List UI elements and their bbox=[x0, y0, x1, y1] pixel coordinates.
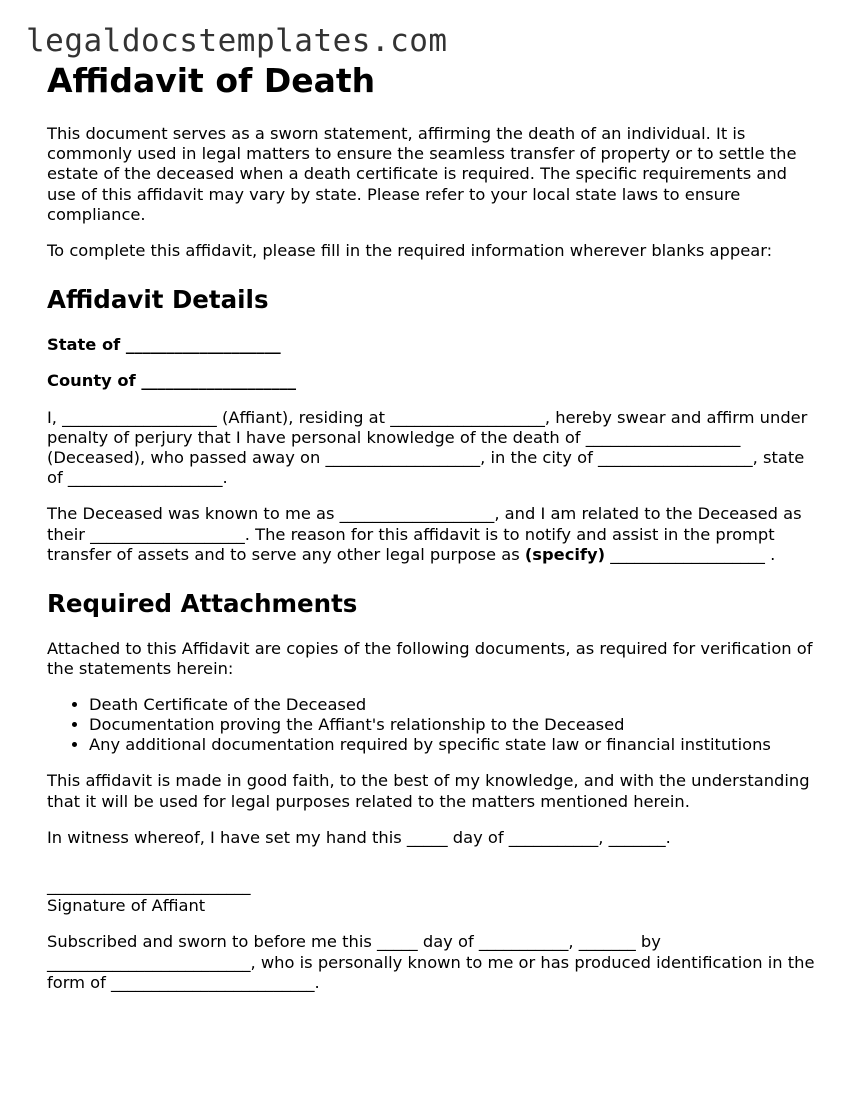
state-line: State of ___________________ bbox=[47, 335, 281, 355]
attachments-list bbox=[47, 695, 817, 755]
specify-label: (specify) bbox=[524, 544, 606, 564]
list-item: • Death Certificate of the Deceased bbox=[89, 695, 817, 715]
county-line: County of ___________________ bbox=[47, 371, 296, 391]
document-title: Affidavit of Death bbox=[47, 61, 376, 100]
list-item: • Any additional documentation required by specific state law or financial institutions bbox=[89, 735, 817, 755]
known-as-text: The Deceased was known to me as ___________________, and I am related to the Deceased as their ___________________. The reason for this affidavit is to notify and assist in the prompt transfer of assets and to serve any other legal purpose as bbox=[47, 504, 802, 564]
signature-line: _________________________ bbox=[47, 876, 251, 896]
details-heading: Affidavit Details bbox=[47, 285, 269, 315]
affirmation-paragraph: I, ___________________ (Affiant), residing at ___________________, hereby swear and affirm under penalty of perjury that I have personal knowledge of the death of ___________________ (Deceased), who passed away on ___________________, in the city of ___________________, state of ___________________. bbox=[47, 407, 808, 488]
sworn-paragraph: Subscribed and sworn to before me this _____ day of ___________, _______ by _________________________, who is personally known to me or has produced identification in the form of _________________________. bbox=[47, 932, 815, 992]
signature-label: Signature of Affiant bbox=[47, 896, 206, 916]
known-as-paragraph bbox=[47, 504, 817, 565]
intro-paragraph: This document serves as a sworn statement, affirming the death of an individual. It is commonly used in legal matters to ensure the seamless transfer of property or to settle the estate of the deceased when a death certificate is required. The specific requirements and use of this affidavit may vary by state. Please refer to your local state laws to ensure compliance. bbox=[47, 124, 797, 224]
witness-line: In witness whereof, I have set my hand this _____ day of ___________, _______. bbox=[47, 827, 671, 847]
specify-blank: ___________________ . bbox=[605, 544, 776, 564]
attachments-heading: Required Attachments bbox=[47, 589, 358, 619]
watermark-text: legaldocstemplates.com bbox=[26, 23, 448, 59]
good-faith-paragraph: This affidavit is made in good faith, to the best of my knowledge, and with the understanding that it will be used for legal purposes related to the matters mentioned herein. bbox=[47, 771, 810, 811]
instructions-paragraph: To complete this affidavit, please fill in the required information wherever blanks appear: bbox=[47, 241, 773, 261]
list-item: • Documentation proving the Affiant's relationship to the Deceased bbox=[89, 715, 817, 735]
attachments-intro: Attached to this Affidavit are copies of the following documents, as required for verification of the statements herein: bbox=[47, 639, 813, 679]
document-page bbox=[47, 62, 817, 993]
